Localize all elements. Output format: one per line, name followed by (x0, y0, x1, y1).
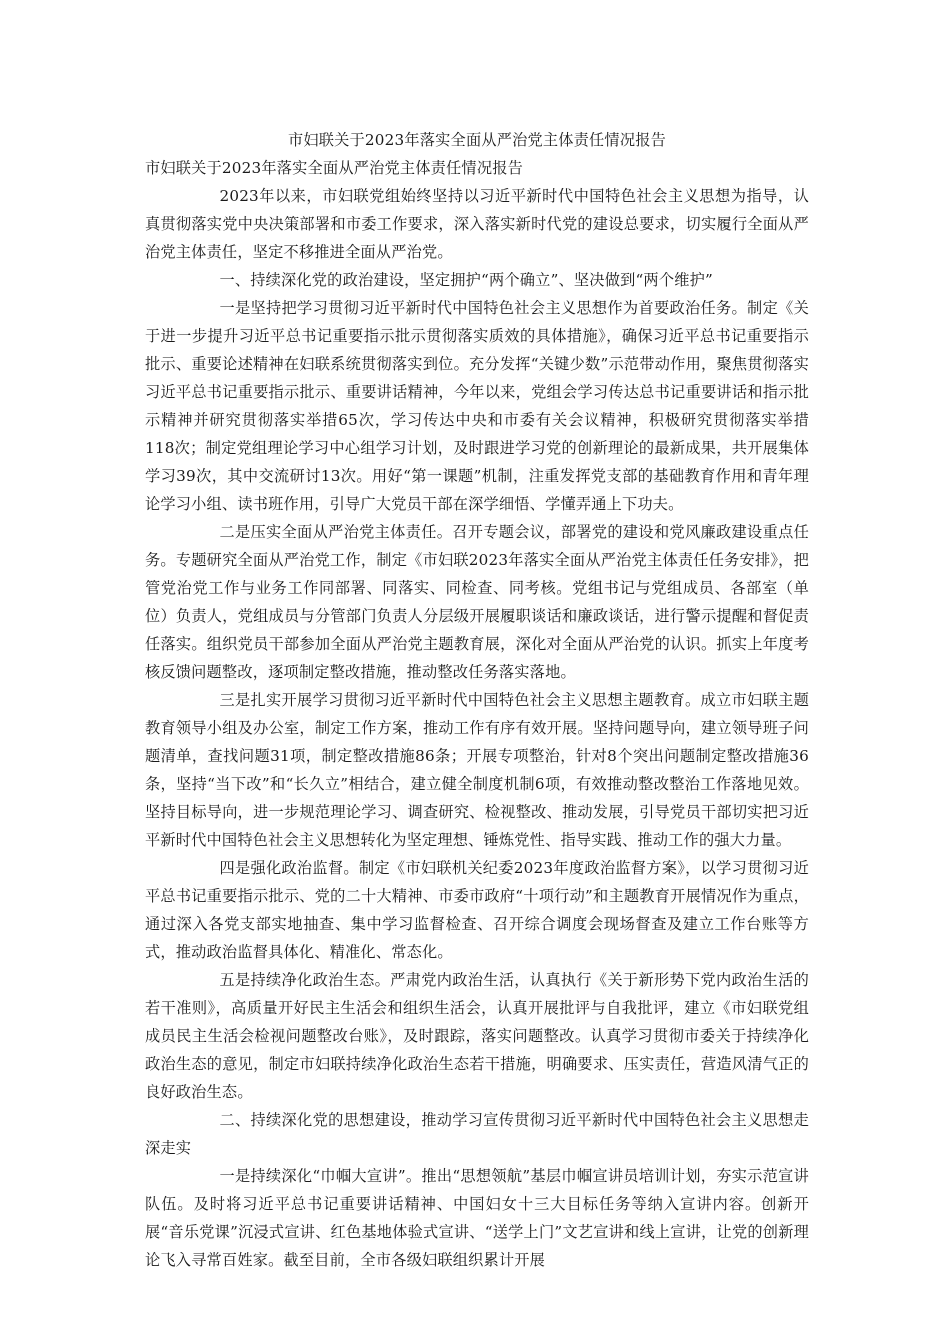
section-1-paragraph-4: 四是强化政治监督。制定《市妇联机关纪委2023年度政治监督方案》，以学习贯彻习近平总书记重要指示批示、党的二十大精神、市委市政府“十项行动”和主题教育开展情况作为重点，通过深入各党支部实地抽查、集中学习监督检查、召开综合调度会现场督查及建立工作台账等方式，推动政治监督具体化、精准化、常态化。 (145, 859, 809, 961)
section-2-paragraph-1: 一是持续深化“巾帼大宣讲”。推出“思想领航”基层巾帼宣讲员培训计划，夯实示范宣讲队伍。及时将习近平总书记重要讲话精神、中国妇女十三大目标任务等纳入宣讲内容。创新开展“音乐党课”沉浸式宣讲、红色基地体验式宣讲、“送学上门”文艺宣讲和线上宣讲，让党的创新理论飞入寻常百姓家。截至目前，全市各级妇联组织累计开展 (145, 1167, 809, 1269)
section-1-heading: 一、持续深化党的政治建设，坚定拥护“两个确立”、坚决做到“两个维护” (219, 271, 713, 289)
section-1-paragraph-3: 三是扎实开展学习贯彻习近平新时代中国特色社会主义思想主题教育。成立市妇联主题教育领导小组及办公室，制定工作方案，推动工作有序有效开展。坚持问题导向，建立领导班子问题清单，查找问题31项，制定整改措施86条；开展专项整治，针对8个突出问题制定整改措施36条，坚持“当下改”和“长久立”相结合，建立健全制度机制6项，有效推动整改整治工作落地见效。坚持目标导向，进一步规范理论学习、调查研究、检视整改、推动发展，引导党员干部切实把习近平新时代中国特色社会主义思想转化为坚定理想、锤炼党性、指导实践、推动工作的强大力量。 (145, 691, 809, 849)
document-page (145, 126, 809, 1274)
section-1-paragraph-1: 一是坚持把学习贯彻习近平新时代中国特色社会主义思想作为首要政治任务。制定《关于进一步提升习近平总书记重要指示批示贯彻落实质效的具体措施》，确保习近平总书记重要指示批示、重要论述精神在妇联系统贯彻落实到位。充分发挥“关键少数”示范带动作用，聚焦贯彻落实习近平总书记重要指示批示、重要讲话精神，今年以来，党组会学习传达总书记重要讲话和指示批示精神并研究贯彻落实举措65次，学习传达中央和市委有关会议精神，积极研究贯彻落实举措118次；制定党组理论学习中心组学习计划，及时跟进学习党的创新理论的最新成果，共开展集体学习39次，其中交流研讨13次。用好“第一课题”机制，注重发挥党支部的基础教育作用和青年理论学习小组、读书班作用，引导广大党员干部在深学细悟、学懂弄通上下功夫。 (145, 299, 809, 513)
section-2-heading: 二、持续深化党的思想建设，推动学习宣传贯彻习近平新时代中国特色社会主义思想走深走实 (145, 1111, 809, 1157)
section-1-paragraph-2: 二是压实全面从严治党主体责任。召开专题会议，部署党的建设和党风廉政建设重点任务。专题研究全面从严治党工作，制定《市妇联2023年落实全面从严治党主体责任任务安排》，把管党治党工作与业务工作同部署、同落实、同检查、同考核。党组书记与党组成员、各部室（单位）负责人，党组成员与分管部门负责人分层级开展履职谈话和廉政谈话，进行警示提醒和督促责任落实。组织党员干部参加全面从严治党主题教育展，深化对全面从严治党的认识。抓实上年度考核反馈问题整改，逐项制定整改措施，推动整改任务落实落地。 (145, 523, 809, 681)
section-1-paragraph-5: 五是持续净化政治生态。严肃党内政治生活，认真执行《关于新形势下党内政治生活的若干准则》，高质量开好民主生活会和组织生活会，认真开展批评与自我批评，建立《市妇联党组成员民主生活会检视问题整改台账》，及时跟踪，落实问题整改。认真学习贯彻市委关于持续净化政治生态的意见，制定市妇联持续净化政治生态若干措施，明确要求、压实责任，营造风清气正的良好政治生态。 (145, 971, 809, 1101)
intro-paragraph: 2023年以来，市妇联党组始终坚持以习近平新时代中国特色社会主义思想为指导，认真贯彻落实党中央决策部署和市委工作要求，深入落实新时代党的建设总要求，切实履行全面从严治党主体责任，坚定不移推进全面从严治党。 (145, 187, 809, 261)
document-title: 市妇联关于2023年落实全面从严治党主体责任情况报告 (288, 131, 666, 149)
document-subtitle: 市妇联关于2023年落实全面从严治党主体责任情况报告 (145, 159, 523, 177)
